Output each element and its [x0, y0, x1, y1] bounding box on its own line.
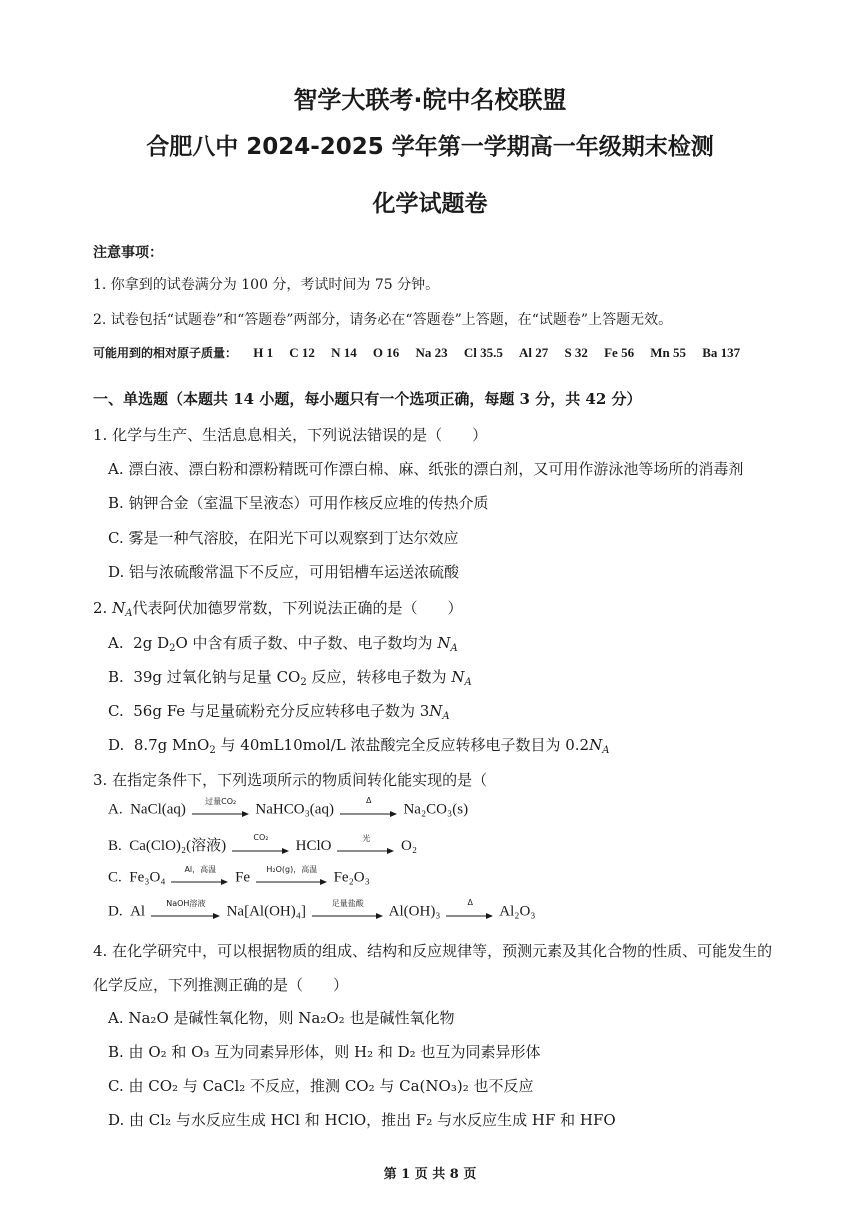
question-1-option-c: C. 雾是一种气溶胶，在阳光下可以观察到丁达尔效应 — [108, 529, 459, 547]
exam-header-school: 合肥八中 2024-2025 学年第一学期高一年级期末检测 — [146, 134, 714, 160]
question-1-stem: 1. 化学与生产、生活息息相关，下列说法错误的是（ ） — [93, 426, 488, 444]
question-4-option-b: B. 由 O₂ 和 O₃ 互为同素异形体，则 H₂ 和 D₂ 也互为同素异形体 — [108, 1043, 541, 1061]
atomic-masses-label: 可能用到的相对原子质量： — [93, 346, 238, 360]
atomic-mass: N 14 — [331, 345, 357, 360]
question-2-stem: 2. $N_A$代表阿伏加德罗常数，下列说法正确的是（ ） — [93, 599, 463, 619]
reaction-arrow: H₂O(g)，高温 — [256, 868, 328, 888]
atomic-mass: Cl 35.5 — [463, 345, 503, 360]
exam-title: 化学试题卷 — [372, 191, 488, 217]
question-1-option-b: B. 钠钾合金（室温下呈液态）可用作核反应堆的传热介质 — [108, 494, 489, 512]
arrow-icon — [337, 847, 395, 855]
arrow-icon — [171, 878, 229, 886]
question-3-stem: 3. 在指定条件下，下列选项所示的物质间转化能实现的是（ — [93, 771, 488, 789]
atomic-mass: H 1 — [253, 345, 274, 360]
arrow-icon — [340, 810, 398, 818]
question-3-option-b: B. Ca(ClO)₂(溶液) CO₂ HClO 光 O₂ — [108, 834, 417, 857]
atomic-mass: C 12 — [289, 345, 315, 360]
atomic-mass: Al 27 — [519, 345, 549, 360]
reaction-arrow: Δ — [340, 800, 398, 820]
atomic-mass: Na 23 — [415, 345, 448, 360]
question-2-stem-text: 代表阿伏加德罗常数，下列说法正确的是（ ） — [132, 599, 463, 617]
question-2-option-b: B. 39g 过氧化钠与足量 $CO_2$ 反应，转移电子数为 $N_A$ — [108, 668, 472, 688]
reaction-arrow: CO₂ — [232, 837, 290, 857]
question-number: 2. — [93, 599, 108, 617]
section-heading: 一、单选题（本题共 14 小题，每小题只有一个选项正确，每题 3 分，共 42 分） — [93, 390, 642, 408]
atomic-mass: O 16 — [372, 345, 400, 360]
reaction-arrow: Δ — [446, 902, 494, 922]
atomic-mass: Mn 55 — [650, 345, 687, 360]
avogadro-symbol: N — [112, 599, 126, 617]
arrow-icon — [446, 912, 494, 920]
reaction-arrow: Al，高温 — [171, 868, 229, 888]
note-item-2: 2. 试卷包括“试题卷”和“答题卷”两部分，请务必在“答题卷”上答题，在“试题卷”上答题无效。 — [93, 312, 673, 328]
reaction-arrow: 光 — [337, 837, 395, 857]
arrow-icon — [151, 912, 221, 920]
question-2-option-a: A. 2g $D_2O$ 中含有质子数、中子数、电子数均为 $N_A$ — [108, 634, 458, 654]
question-3-option-a: A. NaCl(aq) 过量CO₂ NaHCO₃(aq) Δ Na₂CO₃(s) — [108, 800, 468, 820]
reaction-arrow: NaOH溶液 — [151, 902, 221, 922]
atomic-mass: S 32 — [564, 345, 588, 360]
arrow-icon — [232, 847, 290, 855]
question-4-option-a: A. Na₂O 是碱性氧化物，则 Na₂O₂ 也是碱性氧化物 — [108, 1009, 455, 1027]
question-2-option-d: D. 8.7g MnO$_2$ 与 40mL10mol/L 浓盐酸完全反应转移电子数目为 $0.2N_A$ — [108, 736, 610, 756]
reaction-arrow: 足量盐酸 — [312, 902, 384, 922]
question-1-option-a: A. 漂白液、漂白粉和漂粉精既可作漂白棉、麻、纸张的漂白剂，又可用作游泳池等场所的消毒剂 — [108, 460, 744, 478]
question-4-option-c: C. 由 CO₂ 与 CaCl₂ 不反应，推测 CO₂ 与 Ca(NO₃)₂ 也不反应 — [108, 1077, 534, 1095]
notes-title: 注意事项： — [93, 245, 163, 261]
note-item-1: 1. 你拿到的试卷满分为 100 分，考试时间为 75 分钟。 — [93, 277, 440, 293]
question-1-option-d: D. 铝与浓硫酸常温下不反应，可用铝槽车运送浓硫酸 — [108, 563, 460, 581]
page-footer: 第 1 页 共 8 页 — [383, 1167, 477, 1182]
reaction-arrow: 过量CO₂ — [192, 800, 250, 820]
question-3-option-c: C. Fe₃O₄ Al，高温 Fe H₂O(g)，高温 Fe₂O₃ — [108, 868, 370, 888]
atomic-mass: Fe 56 — [604, 345, 635, 360]
arrow-icon — [312, 912, 384, 920]
question-4-stem: 4. 在化学研究中，可以根据物质的组成、结构和反应规律等，预测元素及其化合物的性质、可能发生的化学反应，下列推测正确的是（ ） — [93, 942, 773, 994]
atomic-mass: Ba 137 — [702, 345, 741, 360]
exam-header-alliance: 智学大联考·皖中名校联盟 — [293, 86, 567, 114]
question-3-option-d: D. Al NaOH溶液 Na[Al(OH)₄] 足量盐酸 Al(OH)₃ Δ Al₂O₃ — [108, 902, 536, 922]
arrow-icon — [256, 878, 328, 886]
question-4-option-d: D. 由 Cl₂ 与水反应生成 HCl 和 HClO，推出 F₂ 与水反应生成 HF 和 HFO — [108, 1111, 616, 1129]
question-2-option-c: C. 56g Fe 与足量硫粉充分反应转移电子数为 $3N_A$ — [108, 702, 450, 722]
atomic-masses — [93, 344, 752, 361]
arrow-icon — [192, 810, 250, 818]
